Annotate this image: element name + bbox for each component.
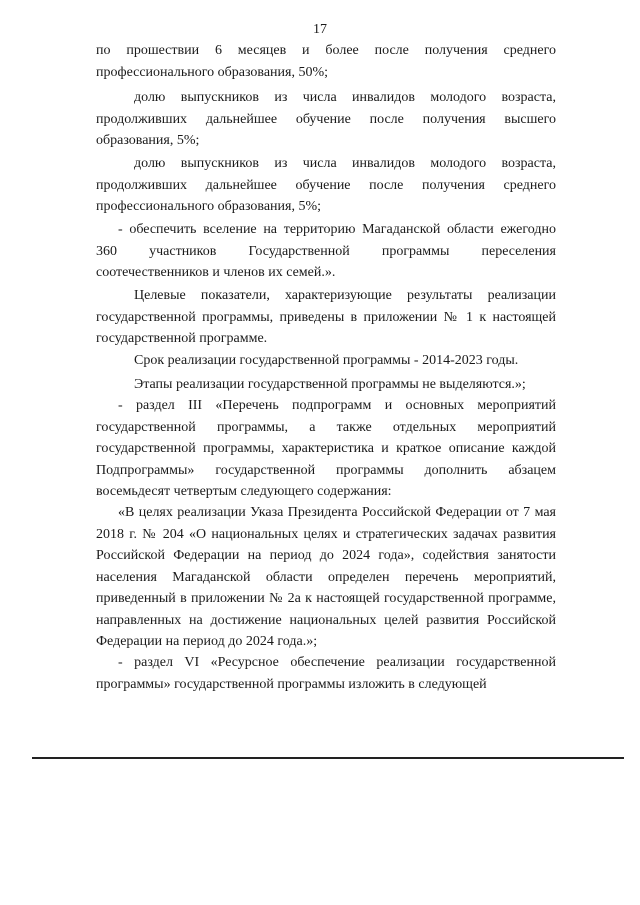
page-number: 17 [313,22,327,37]
paragraph-2: долю выпускников из числа инвалидов молодого возраста, продолживших дальнейшее обучение после получения высшего образования, 5%; [96,90,556,148]
paragraph-10: - раздел VI «Ресурсное обеспечение реализации государственной программы» государственной программы изложить в следующей [96,655,556,692]
paragraph-8: - раздел III «Перечень подпрограмм и основных мероприятий государственной программы, а также отдельных мероприятий государственной программы, характеристика и краткое описание каждой Подпрограммы» государственной программы дополнить абзацем восемьдесят четвертым следующего содержания: [96,398,556,499]
paragraph-9: «В целях реализации Указа Президента Российской Федерации от 7 мая 2018 г. № 204 «О национальных целях и стратегических задачах развития Российской Федерации на период до 2024 года», содействия занятости населения Магаданской области определен перечень мероприятий, приведенный в приложении № 2а к настоящей государственной программе, направленных на достижение национальных целей развития Российской Федерации на период до 2024 года.»; [96,505,556,649]
paragraph-7: Этапы реализации государственной программы не выделяются.»; [134,377,526,392]
paragraph-3: долю выпускников из числа инвалидов молодого возраста, продолживших дальнейшее обучение после получения среднего профессионального образования, 5%; [96,156,556,214]
paragraph-5: Целевые показатели, характеризующие результаты реализации государственной программы, приведены в приложении № 1 к настоящей государственной программе. [96,288,556,346]
paragraph-6: Срок реализации государственной программы - 2014-2023 годы. [134,353,519,368]
paragraph-4: - обеспечить вселение на территорию Магаданской области ежегодно 360 участников Государственной программы переселения соотечественников и членов их семей.». [96,222,556,280]
footer-divider [32,757,624,759]
paragraph-1: по прошествии 6 месяцев и более после получения среднего профессионального образования, 50%; [96,43,556,80]
